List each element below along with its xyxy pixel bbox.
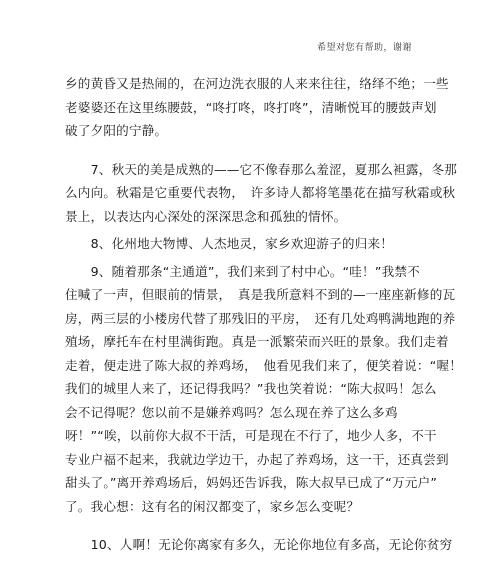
- document-body: [65, 72, 463, 557]
- text-line: 走着，便走进了陈大叔的养鸡场， 他看见我们来了，便笑着说：“喔！: [65, 357, 463, 373]
- paragraph-9-village: [65, 260, 463, 519]
- text-line: 住喊了一声，但眼前的情景， 真是我所意料不到的—一座座新修的瓦: [65, 287, 456, 302]
- text-line: 会不记得呢？您以前不是嫌养鸡吗？怎么现在养了这么多鸡: [65, 404, 398, 420]
- paragraph-7-autumn: [65, 158, 458, 229]
- text-line: 破了夕阳的宁静。: [65, 123, 168, 138]
- text-line: 9、随着那条“主通道”，我们来到了村中心。“哇！”我禁不: [65, 263, 420, 279]
- text-line: 8、化州地大物博、人杰地灵，家乡欢迎游子的归来！: [65, 236, 394, 251]
- paragraph-hometown-evening: [65, 72, 449, 143]
- text-line: 7、秋天的美是成熟的——它不像春那么羞涩，夏那么袒露，冬那: [65, 161, 458, 177]
- text-line: 了。我心想：这有名的闲汉都变了，家乡怎么变呢？: [65, 498, 360, 514]
- text-line: 么内向。秋霜是它重要代表物， 许多诗人都将笔墨花在描写秋霜或秋: [65, 185, 456, 200]
- text-line: 10、人啊！无论你离家有多久，无论你地位有多高，无论你贫穷: [65, 537, 453, 552]
- text-line: 专业户福不起来，我就边学边干，办起了养鸡场，这一干，还真尝到: [65, 451, 449, 467]
- text-line: 老婆婆还在这里练腰鼓，“咚打咚，咚打咚”，清晰悦耳的腰鼓声划: [65, 99, 437, 115]
- text-line: 景上，以表达内心深处的深深思念和孤独的情怀。: [65, 208, 347, 224]
- text-line: 甜头了。”离开养鸡场后，妈妈还告诉我，陈大叔早已成了“万元户”: [65, 475, 438, 490]
- text-line: 呀！”“唉，以前你大叔不干活，可是现在不行了，地少人多，不干: [65, 428, 437, 443]
- paragraph-8-huazhou: [65, 232, 435, 256]
- paragraph-10-people: [65, 533, 453, 557]
- text-line: 乡的黄昏又是热闹的，在河边洗衣服的人来来往往，络绎不绝；一些: [65, 76, 449, 91]
- header-note: 希望对您有帮助，谢谢: [316, 43, 412, 53]
- text-line: 我们的城里人来了，还记得我吗？”我也笑着说：“陈大叔吗！怎么: [65, 381, 437, 396]
- text-line: 房，两三层的小楼房代替了那残旧的平房， 还有几处鸡鸭满地跑的养: [65, 310, 456, 326]
- text-line: 殖场，摩托车在村里满街跑。真是一派繁荣而兴旺的景象。我们走着: [65, 334, 449, 349]
